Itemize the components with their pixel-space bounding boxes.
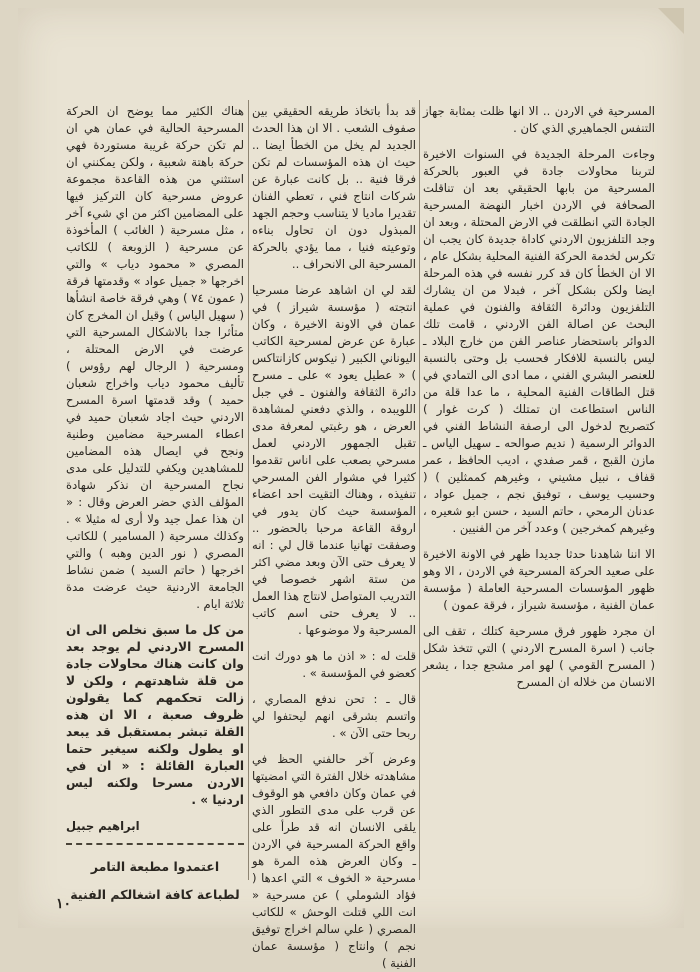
paragraph: هناك الكثير مما يوضح ان الحركة المسرحية الحالية في عمان هي ان لم تكن حركة غريبة مستوردة فهي حركة باهتة شعبية ، ولكن يمكنني ان استثني من هذه القاعدة مجموعة عروض مسرحية كان التركيز فيها على المضامين اكثر من اي شيء آخر ، مثل مسرحية ( الغائب ) المأخوذة عن مسرحية ( الزوبعة ) للكاتب المصري « محمود دياب » والتي اخرجها « جميل عواد » وقدمتها فرقة ( عمون ٧٤ ) وهي فرقة خاصة انشأها ( سهيل الياس ) وقيل ان المخرج كان متأثرا جدا بالاشكال المسرحية التي عرضت في الارض المحتلة ، ومسرحية ( الرجال لهم رؤوس ) تأليف محمود دياب واخراج شعبان حميد ) وقد قدمتها اسرة المسرح الاردني حيث اجاد شعبان حميد في اعطاء المسرحية مضامين وطنية ونجح في ايصال هذه المضامين للمشاهدين ويكفي للتدليل على مدى نجاح المسرحية ان نذكر شهادة المؤلف الذي حضر العرض وقال : « ان هذا عمل جيد ولا أرى له مثيلا » . وكذلك مسرحية ( المسامير ) للكاتب المصري ( نور الدين وهبه ) والتي اخرجها ( حاتم السيد ) ضمن نشاط الجامعة الاردنية حيث عرضت مدة ثلاثة ايام . [66,104,244,611]
printer-ad-line1: اعتمدوا مطبعة التامر [90,859,220,874]
dashed-divider [66,843,244,845]
page-number: ١٠ [56,896,72,912]
column-divider [248,100,249,880]
article-column-left [66,103,244,903]
paragraph: ان مجرد ظهور فرق مسرحية كتلك ، تقف الى جانب ( اسرة المسرح الاردني ) التي تتخذ شكل ( المسرح القومي ) لهو امر مشجع جدا ، يشعر الانسان من خلاله ان المسرح [423,624,655,689]
paragraph: قد بدأ باتخاذ طريقه الحقيقي بين صفوف الشعب . الا ان هذا الحدث الجديد لم يخل من الخطأ ايضا .. حيث ان هذه المؤسسات لم تكن فرقا فنية .. بل كانت عبارة عن شركات انتاج فني ، تعطي الفنان تقديرا ماديا لا يتناسب وحجم الجهد المبذول دون ان تحاول بناءه وتوعيته فنيا ، مما يؤدي بالحركة المسرحية الى الانحراف .. [252,104,416,271]
column-divider [419,100,420,880]
paragraph: قال ـ : تحن ندفع المصاري ، واتسم بشرقى انهم ليحتفوا لي ربحا حتى الآن » . [252,692,416,740]
paragraph: لقد لي ان اشاهد عرضا مسرحيا انتجته ( مؤسسة شيراز ) في عمان في الاونة الاخيرة ، وكان عبارة عن عرض لمسرحية الكاتب اليوناني الكبير ( نيكوس كازانتاكس ) « عطيل يعود » على ـ مسرح دائرة الثقافة والفنون ـ في جبل اللويبده ، والذي دفعني لمشاهدة العرض ، هو رغبتي لمعرفة مدى تقبل الجمهور الاردني لعمل مسرحي بصعب على اناس تقدموا كثيرا في مشوار الفن المسرحي تنفيذه ، وهناك التقيت احد اعضاء المؤسسة حيث كان يدور في اروقة القاعة مرحبا بالحضور .. وصفقت تهانيا عندما قال لي : انه لا يعرف حتى الآن وبعد مضي اكثر من ستة اشهر خصوصا في التدريب المتواصل لانتاج هذا العمل .. لا يعرف حتى اسم كاتب المسرحية ولا موضوعها . [252,283,416,637]
author-signature: ابراهيم جبيل [66,819,140,833]
paragraph: وجاءت المرحلة الجديدة في السنوات الاخيرة لتربنا محاولات جادة في العبور بالحركة المسرحية من بابها الحقيقي بعد ان تناقلت الصحافة في الاردن اخبار النهضة المسرحية الجادة التي انطلقت في الارض المحتلة ، وبعد ان وجد التلفزيون الاردني كاداة جديدة كان يجب ان تكرس لخدمة الحركة الفنية المحلية بشكل عام ، الا ان الخطأ كان قد كرر نفسه في هذه المرحلة ايضا ولكن بشكل آخر ، فبدلا من ان يشارك التلفزيون ودائرة الثقافة والفنون في عملية البحث عن اصالة الفن الاردني ، قامت تلك الدوائر باستحضار عناصر الفن من خارج البلاد ـ ليس بالنسبة للافكار فحسب بل وحتى بالنسبة للعنصر البشري الفني ، مما ادى الى التمادي في قتل الطاقات الفنية المحلية ، ما عدا قلة من الناس استطاعت ان تمتلك ( كرت غوار ) كتصريح لدخول الى ارصفة النشاط الفني في الدوائر الرسمية ( نديم صوالحه ـ سهيل الياس ـ مازن القبج ، قمر صفدي ، اديب الحافظ ، عمر قفاف ، نبيل مشيني ، وغيرهم كممثلين ) ( وحسيب يوسف ، توفيق نجم ، جميل عواد ، عدنان الرمحي ، حاتم السيد ، حسن ابو شعيره ، وغيرهم كمخرجين ) وعدد آخر من الفنيين . [423,147,655,535]
paragraph: وعرض آخر حالفني الحظ في مشاهدته خلال الفترة التي امضيتها في عمان وكان دافعي هو الوقوف عن قرب على مدى التطور الذي يلقى الانسان انه قد طرأ على واقع الحركة المسرحية في الاردن ـ وكان العرض هذه المرة هو مسرحية « الخوف » التي اعدها ( فؤاد الشوملي ) عن مسرحية « انت اللي قتلت الوحش » للكاتب المصري ( علي سالم اخراج توفيق نجم ) وانتاج ( مؤسسة عمان الفنية ) [252,752,416,970]
conclusion-paragraph: من كل ما سبق نخلص الى ان المسرح الاردني لم يوجد بعد وان كانت هناك محاولات جادة من قلة شاهدتهم ، ولكن لا زالت تحكمهم كما يقولون ظروف صعبة ، الا ان هذه القلة تبشر بمستقبل قد يبعد او يطول ولكنه سيغير حتما العبارة القائلة : « ان في الاردن مسرحا ولكنه ليس اردنيا » . [66,623,244,807]
paragraph: المسرحية في الاردن .. الا انها ظلت بمثابة جهاز التنفس الجماهيري الذي كان . [423,104,655,135]
magazine-page [18,8,684,970]
paragraph: قلت له : « اذن ما هو دورك انت كعضو في المؤسسة » . [252,649,416,680]
article-column-middle [252,103,416,970]
article-column-right [423,103,655,903]
folded-corner [658,8,684,34]
printer-ad-line2: لطباعة كافة اشغالكم الفنية [70,887,240,902]
paragraph: الا اننا شاهدنا حدثا جديدا ظهر في الاونة الاخيرة على صعيد الحركة المسرحية في الاردن ، الا وهو ظهور المؤسسات المسرحية العاملة ( مؤسسة عمان الفنية ، مؤسسة شيراز ، فرقة عمون ) [423,547,655,612]
